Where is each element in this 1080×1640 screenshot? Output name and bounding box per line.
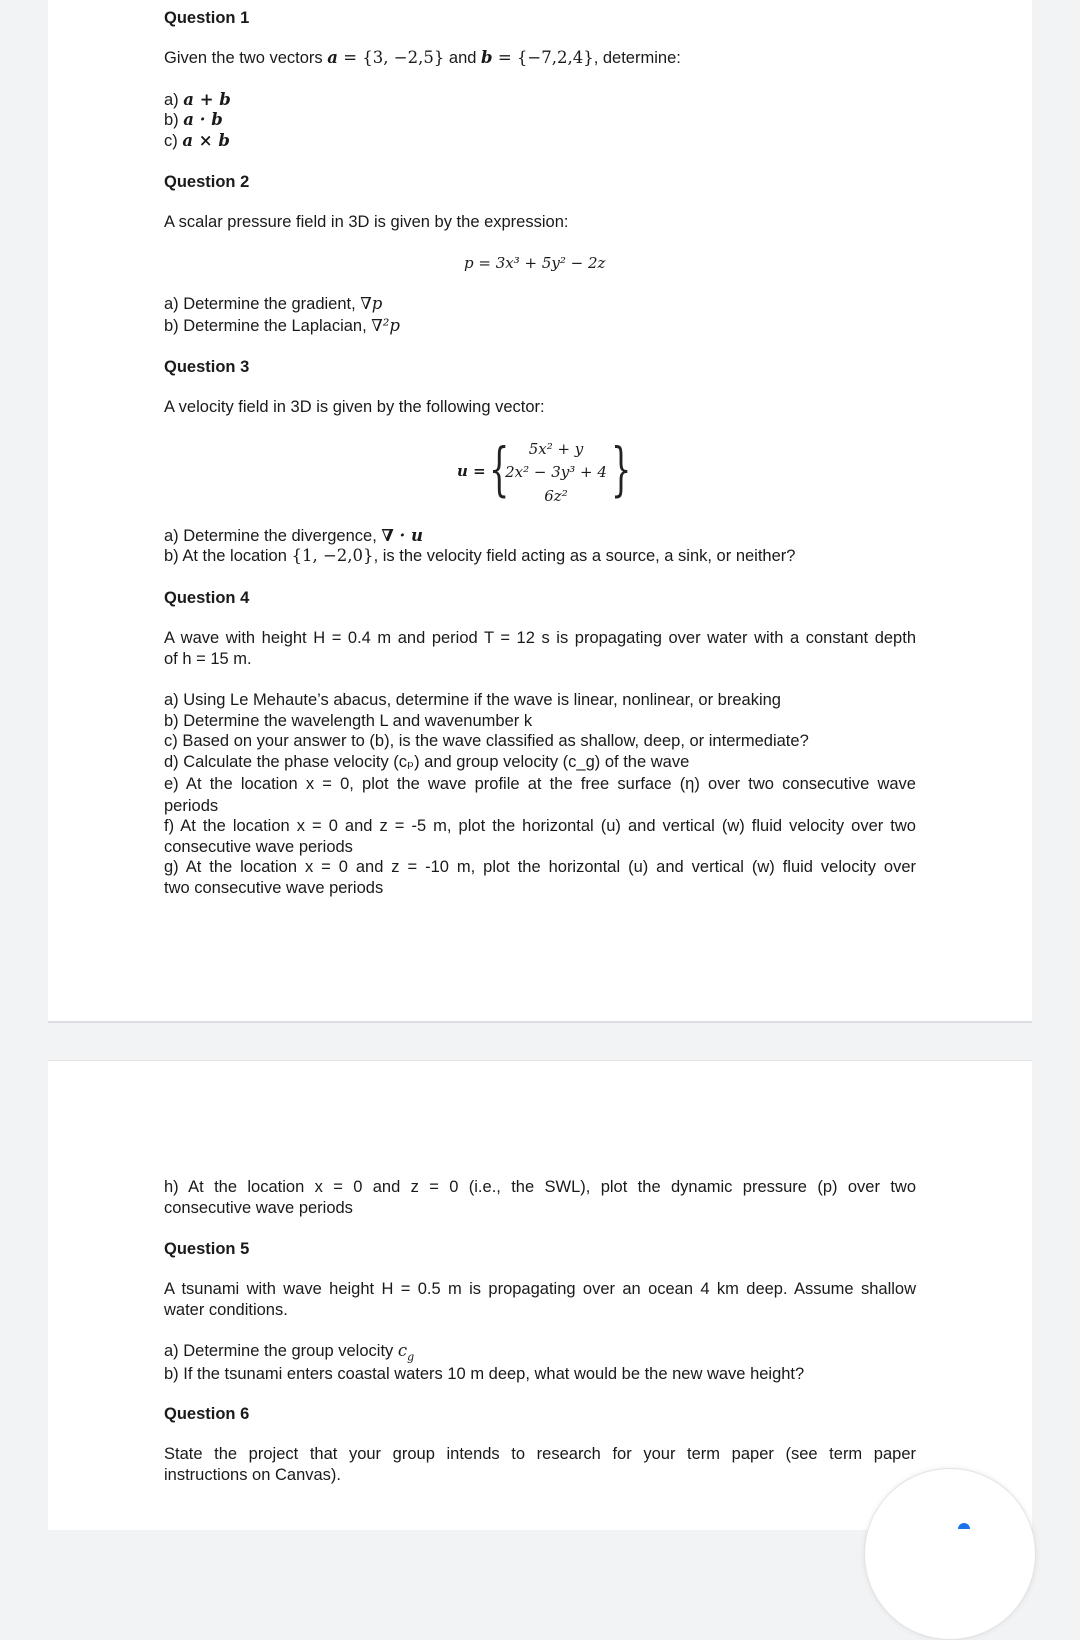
question-3-part-a: a) Determine the divergence, ∇ · u — [164, 526, 424, 545]
question-2-heading: Question 2 — [164, 173, 250, 191]
question-4-part-a: a) Using Le Mehaute’s abacus, determine if the wave is linear, nonlinear, or breaking — [164, 691, 781, 709]
question-4-heading: Question 4 — [164, 589, 250, 607]
question-6-heading: Question 6 — [164, 1405, 250, 1423]
velocity-vector-lhs: u = — [457, 462, 486, 480]
question-5-part-b: b) If the tsunami enters coastal waters 10 m deep, what would be the new wave height? — [164, 1365, 805, 1383]
question-4-part-e-line-2: periods — [164, 797, 219, 815]
question-1-part-a: a) a + b — [164, 90, 231, 109]
question-5-part-a: a) Determine the group velocity $c_g$ — [164, 1341, 415, 1364]
question-4-part-f-line-2: consecutive wave periods — [164, 838, 353, 856]
question-6-line-2: instructions on Canvas). — [164, 1466, 341, 1484]
left-brace-icon: { — [489, 435, 510, 503]
velocity-row-2: 2x² − 3y³ + 4 — [505, 463, 607, 481]
question-4-intro-line-1: A wave with height H = 0.4 m and period T = 12 s is propagating over water with a constant depth — [164, 629, 916, 647]
question-4-part-c: c) Based on your answer to (b), is the wave classified as shallow, deep, or intermediate? — [164, 732, 809, 750]
question-5-heading: Question 5 — [164, 1240, 250, 1258]
question-1-part-b: b) a · b — [164, 110, 223, 129]
question-4-part-h-line-2: consecutive wave periods — [164, 1199, 353, 1217]
floating-action-button[interactable] — [864, 1468, 1036, 1640]
question-3-part-b: b) At the location {1, −2,0}, is the velocity field acting as a source, a sink, or neither? — [164, 546, 796, 565]
question-2-part-b: b) Determine the Laplacian, ∇²p — [164, 316, 400, 335]
question-2-intro: A scalar pressure field in 3D is given by the expression: — [164, 213, 569, 231]
question-5-intro-line-1: A tsunami with wave height H = 0.5 m is propagating over an ocean 4 km deep. Assume shallow — [164, 1280, 916, 1298]
question-3-heading: Question 3 — [164, 358, 250, 376]
question-1-part-c: c) a × b — [164, 131, 230, 150]
pressure-equation: p = 3x³ + 5y² − 2z — [464, 254, 606, 272]
question-3-intro: A velocity field in 3D is given by the following vector: — [164, 398, 545, 416]
question-4-intro-line-2: of h = 15 m. — [164, 650, 252, 668]
velocity-row-3: 6z² — [544, 487, 568, 505]
loading-indicator-icon — [958, 1523, 970, 1529]
question-1-intro: Given the two vectors a = {3, −2,5} and b = {−7,2,4}, determine: — [164, 48, 681, 67]
question-2-part-a: a) Determine the gradient, ∇p — [164, 294, 383, 313]
question-4-part-g-line-1: g) At the location x = 0 and z = -10 m, plot the horizontal (u) and vertical (w) fluid velocity over — [164, 858, 916, 876]
question-6-line-1: State the project that your group intends to research for your term paper (see term paper — [164, 1445, 916, 1463]
right-brace-icon: } — [611, 435, 632, 503]
question-4-part-f-line-1: f) At the location x = 0 and z = -5 m, plot the horizontal (u) and vertical (w) fluid velocity over two — [164, 817, 916, 835]
question-4-part-g-line-2: two consecutive wave periods — [164, 879, 384, 897]
question-4-part-h-line-1: h) At the location x = 0 and z = 0 (i.e., the SWL), plot the dynamic pressure (p) over two — [164, 1178, 916, 1196]
question-1-heading: Question 1 — [164, 9, 250, 27]
question-4-part-e-line-1: e) At the location x = 0, plot the wave profile at the free surface (η) over two consecutive wave — [164, 775, 916, 793]
question-4-part-b: b) Determine the wavelength L and wavenumber k — [164, 712, 533, 730]
question-4-part-d: d) Calculate the phase velocity (cₚ) and group velocity (c_g) of the wave — [164, 753, 690, 771]
question-5-intro-line-2: water conditions. — [164, 1301, 288, 1319]
velocity-row-1: 5x² + y — [528, 440, 584, 458]
